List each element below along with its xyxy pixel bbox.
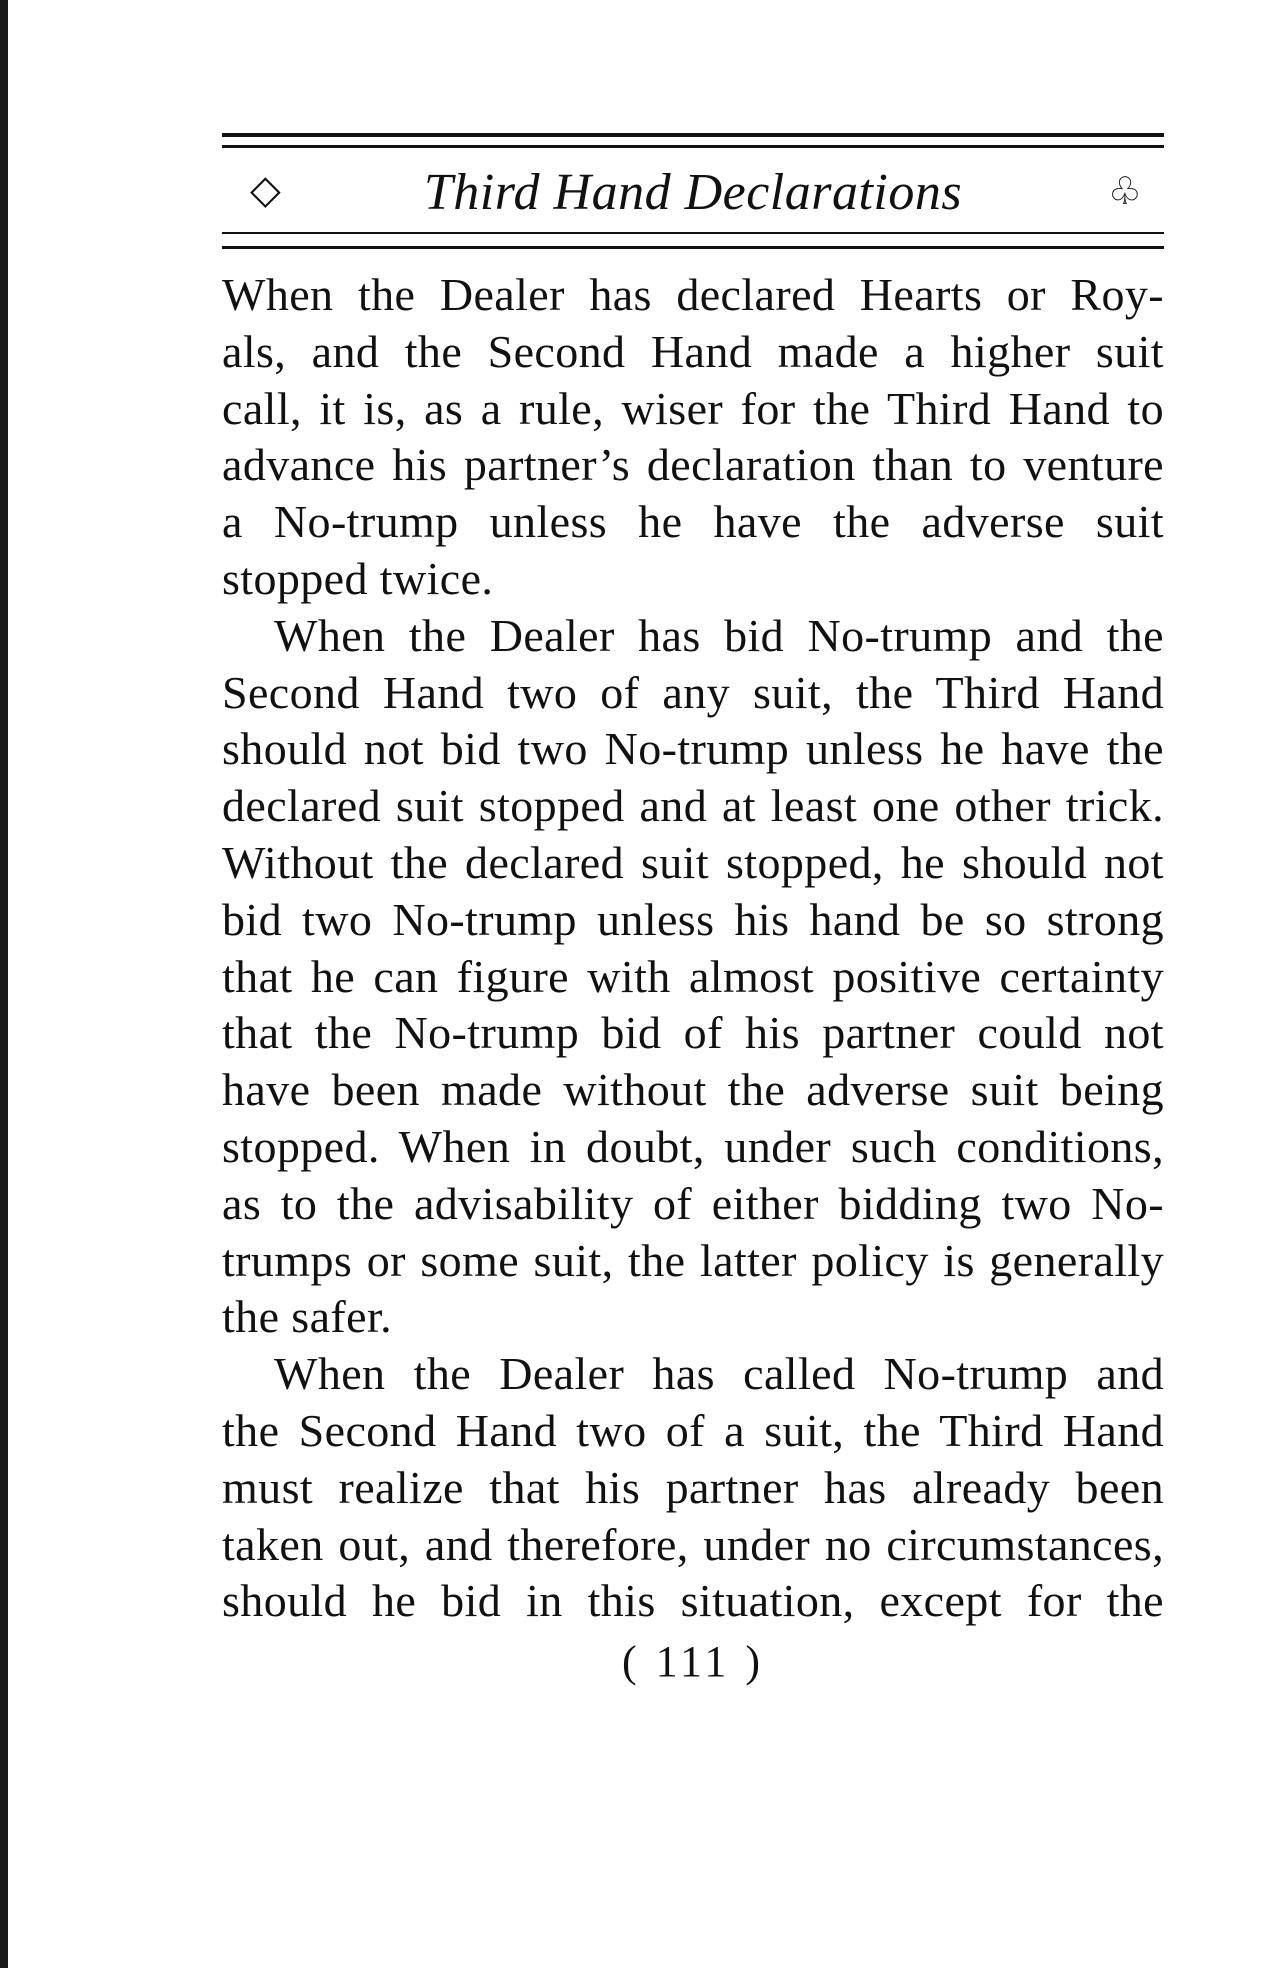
paragraph-2-line-12: trumps or some suit, the latter policy is generally <box>222 1234 1164 1286</box>
paragraph-1-line-5: a No-trump unless he have the adverse suit <box>222 496 1164 548</box>
binding-edge <box>0 0 8 1968</box>
paragraph-3-line-5: should he bid in this situation, except for the <box>222 1575 1164 1627</box>
paragraph-2-line-3: should not bid two No-trump unless he have the <box>222 723 1164 775</box>
paragraph-1-line-6: stopped twice. <box>222 552 494 604</box>
paragraph-1-line-2: als, and the Second Hand made a higher suit <box>222 325 1164 377</box>
paragraph-3-line-3: must realize that his partner has already been <box>222 1461 1164 1513</box>
paragraph-1-line-3: call, it is, as a rule, wiser for the Third Hand to <box>222 382 1164 434</box>
paragraph-3-line-4: taken out, and therefore, under no circumstances, <box>222 1518 1164 1570</box>
paragraph-2-line-13: the safer. <box>222 1291 393 1343</box>
paragraph-3-line-2: the Second Hand two of a suit, the Third Hand <box>222 1404 1164 1456</box>
header-rule-top-thick <box>222 133 1164 137</box>
body-text <box>222 267 1164 1630</box>
paragraph-1-line-4: advance his partner’s declaration than to venture <box>222 439 1164 491</box>
page-title: Third Hand Declarations <box>423 164 963 221</box>
club-icon: ♧ <box>1107 169 1142 213</box>
paragraph-2-line-4: declared suit stopped and at least one other trick. <box>222 780 1164 832</box>
paragraph-2-line-6: bid two No-trump unless his hand be so strong <box>222 893 1164 945</box>
header-rule-bottom-thin <box>222 232 1164 234</box>
paragraph-3-line-1: When the Dealer has called No-trump and <box>274 1348 1164 1400</box>
paragraph-2-line-2: Second Hand two of any suit, the Third Hand <box>222 666 1164 718</box>
paragraph-2-line-5: Without the declared suit stopped, he should not <box>222 836 1164 888</box>
paragraph-2-line-1: When the Dealer has bid No-trump and the <box>274 609 1164 661</box>
paragraph-2-line-8: that the No-trump bid of his partner could not <box>222 1007 1164 1059</box>
paragraph-2-line-10: stopped. When in doubt, under such conditions, <box>222 1120 1164 1172</box>
header-rule-top-thin <box>222 145 1164 148</box>
paragraph-2-line-7: that he can figure with almost positive certainty <box>222 950 1164 1002</box>
diamond-icon: ◇ <box>250 167 281 213</box>
header-rule-bottom-thick <box>222 246 1164 249</box>
running-head <box>222 162 1164 224</box>
paragraph-2-line-11: as to the advisability of either bidding two No- <box>222 1177 1164 1229</box>
paragraph-2-line-9: have been made without the adverse suit being <box>222 1064 1164 1116</box>
page-number: ( 111 ) <box>621 1637 765 1686</box>
paragraph-1-line-1: When the Dealer has declared Hearts or Roy- <box>222 269 1164 320</box>
